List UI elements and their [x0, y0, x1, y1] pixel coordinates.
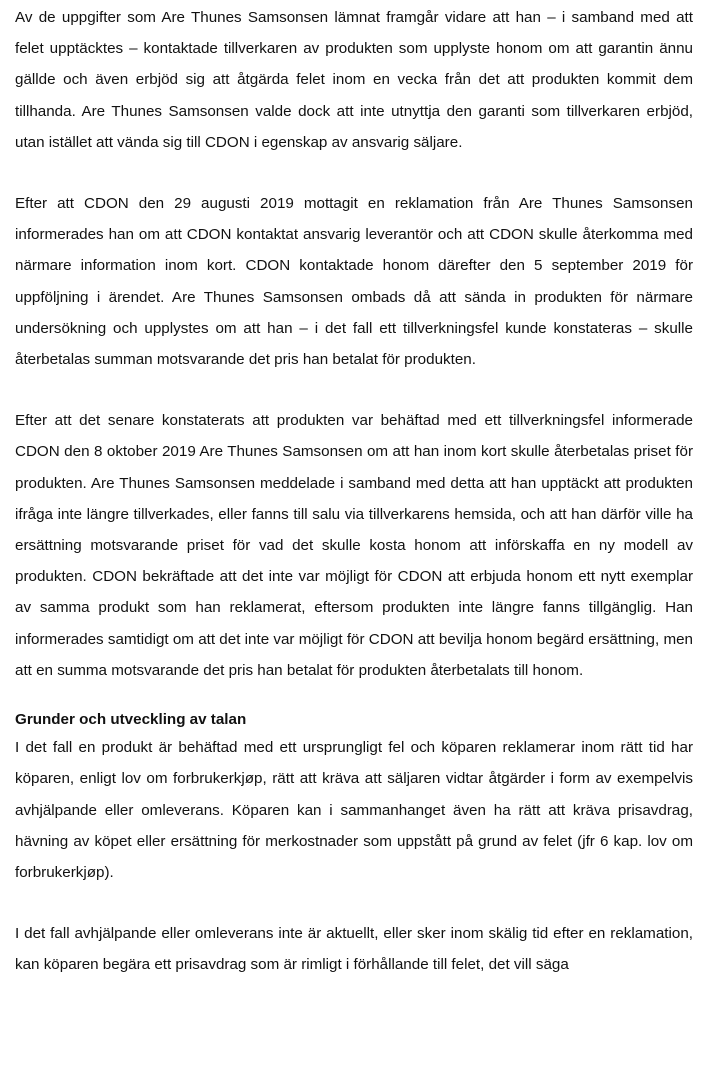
paragraph-buyer-rights: I det fall en produkt är behäftad med ett ursprungligt fel och köparen reklamerar inom rätt tid har köparen, enligt lov om forbrukerkjøp, rätt att kräva att säljaren vidtar åtgärder i form av exempelvis avhjälpande eller omleverans. Köparen kan i sammanhanget även ha rätt att kräva prisavdrag, hävning av köpet eller ersättning för merkostnader som uppstått på grund av felet (jfr 6 kap. lov om forbrukerkjøp).: [15, 739, 693, 882]
paragraph-refund-dispute: Efter att det senare konstaterats att produkten var behäftad med ett tillverkningsfel informerade CDON den 8 oktober 2019 Are Thunes Samsonsen om att han inom kort skulle återbetalas priset för produkten. Are Thunes Samsonsen meddelade i samband med detta att han upptäckt att produkten ifråga inte längre tillverkades, eller fanns till salu via tillverkarens hemsida, och att han därför ville ha ersättning motsvarande priset för vad det skulle kosta honom att införskaffa en ny modell av produkten. CDON bekräftade att det inte var möjligt för CDON att erbjuda honom ett nytt exemplar av samma produkt som han reklamerat, eftersom produkten inte längre fanns tillgänglig. Han informerades samtidigt om att det inte var möjligt för CDON att bevilja honom begärd ersättning, men att en summa motsvarande det pris han betalat för produkten återbetalats till honom.: [15, 412, 693, 679]
section-heading: Grunder och utveckling av talan: [15, 711, 247, 729]
paragraph-manufacturer-contact: Av de uppgifter som Are Thunes Samsonsen lämnat framgår vidare att han – i samband med att felet upptäcktes – kontaktade tillverkaren av produkten som upplyste honom om att garantin ännu gällde och även erbjöd sig att åtgärda felet inom en vecka från det att produkten kommit dem tillhanda. Are Thunes Samsonsen valde dock att inte utnyttja den garanti som tillverkaren erbjöd, utan istället att vända sig till CDON i egenskap av ansvarig säljare.: [15, 9, 693, 151]
paragraph-reclamation-handling: Efter att CDON den 29 augusti 2019 mottagit en reklamation från Are Thunes Samsonsen informerades han om att CDON kontaktat ansvarig leverantör och att CDON skulle återkomma med närmare information inom kort. CDON kontaktade honom därefter den 5 september 2019 för uppföljning i ärendet. Are Thunes Samsonsen ombads då att sända in produkten för närmare undersökning och upplystes om att han – i det fall ett tillverkningsfel kunde konstateras – skulle återbetalas summan motsvarande det pris han betalat för produkten.: [15, 195, 693, 369]
document-page: [15, 0, 693, 981]
paragraph-price-reduction: I det fall avhjälpande eller omleverans inte är aktuellt, eller sker inom skälig tid efter en reklamation, kan köparen begära ett prisavdrag som är rimligt i förhållande till felet, det vill säga: [15, 925, 693, 974]
